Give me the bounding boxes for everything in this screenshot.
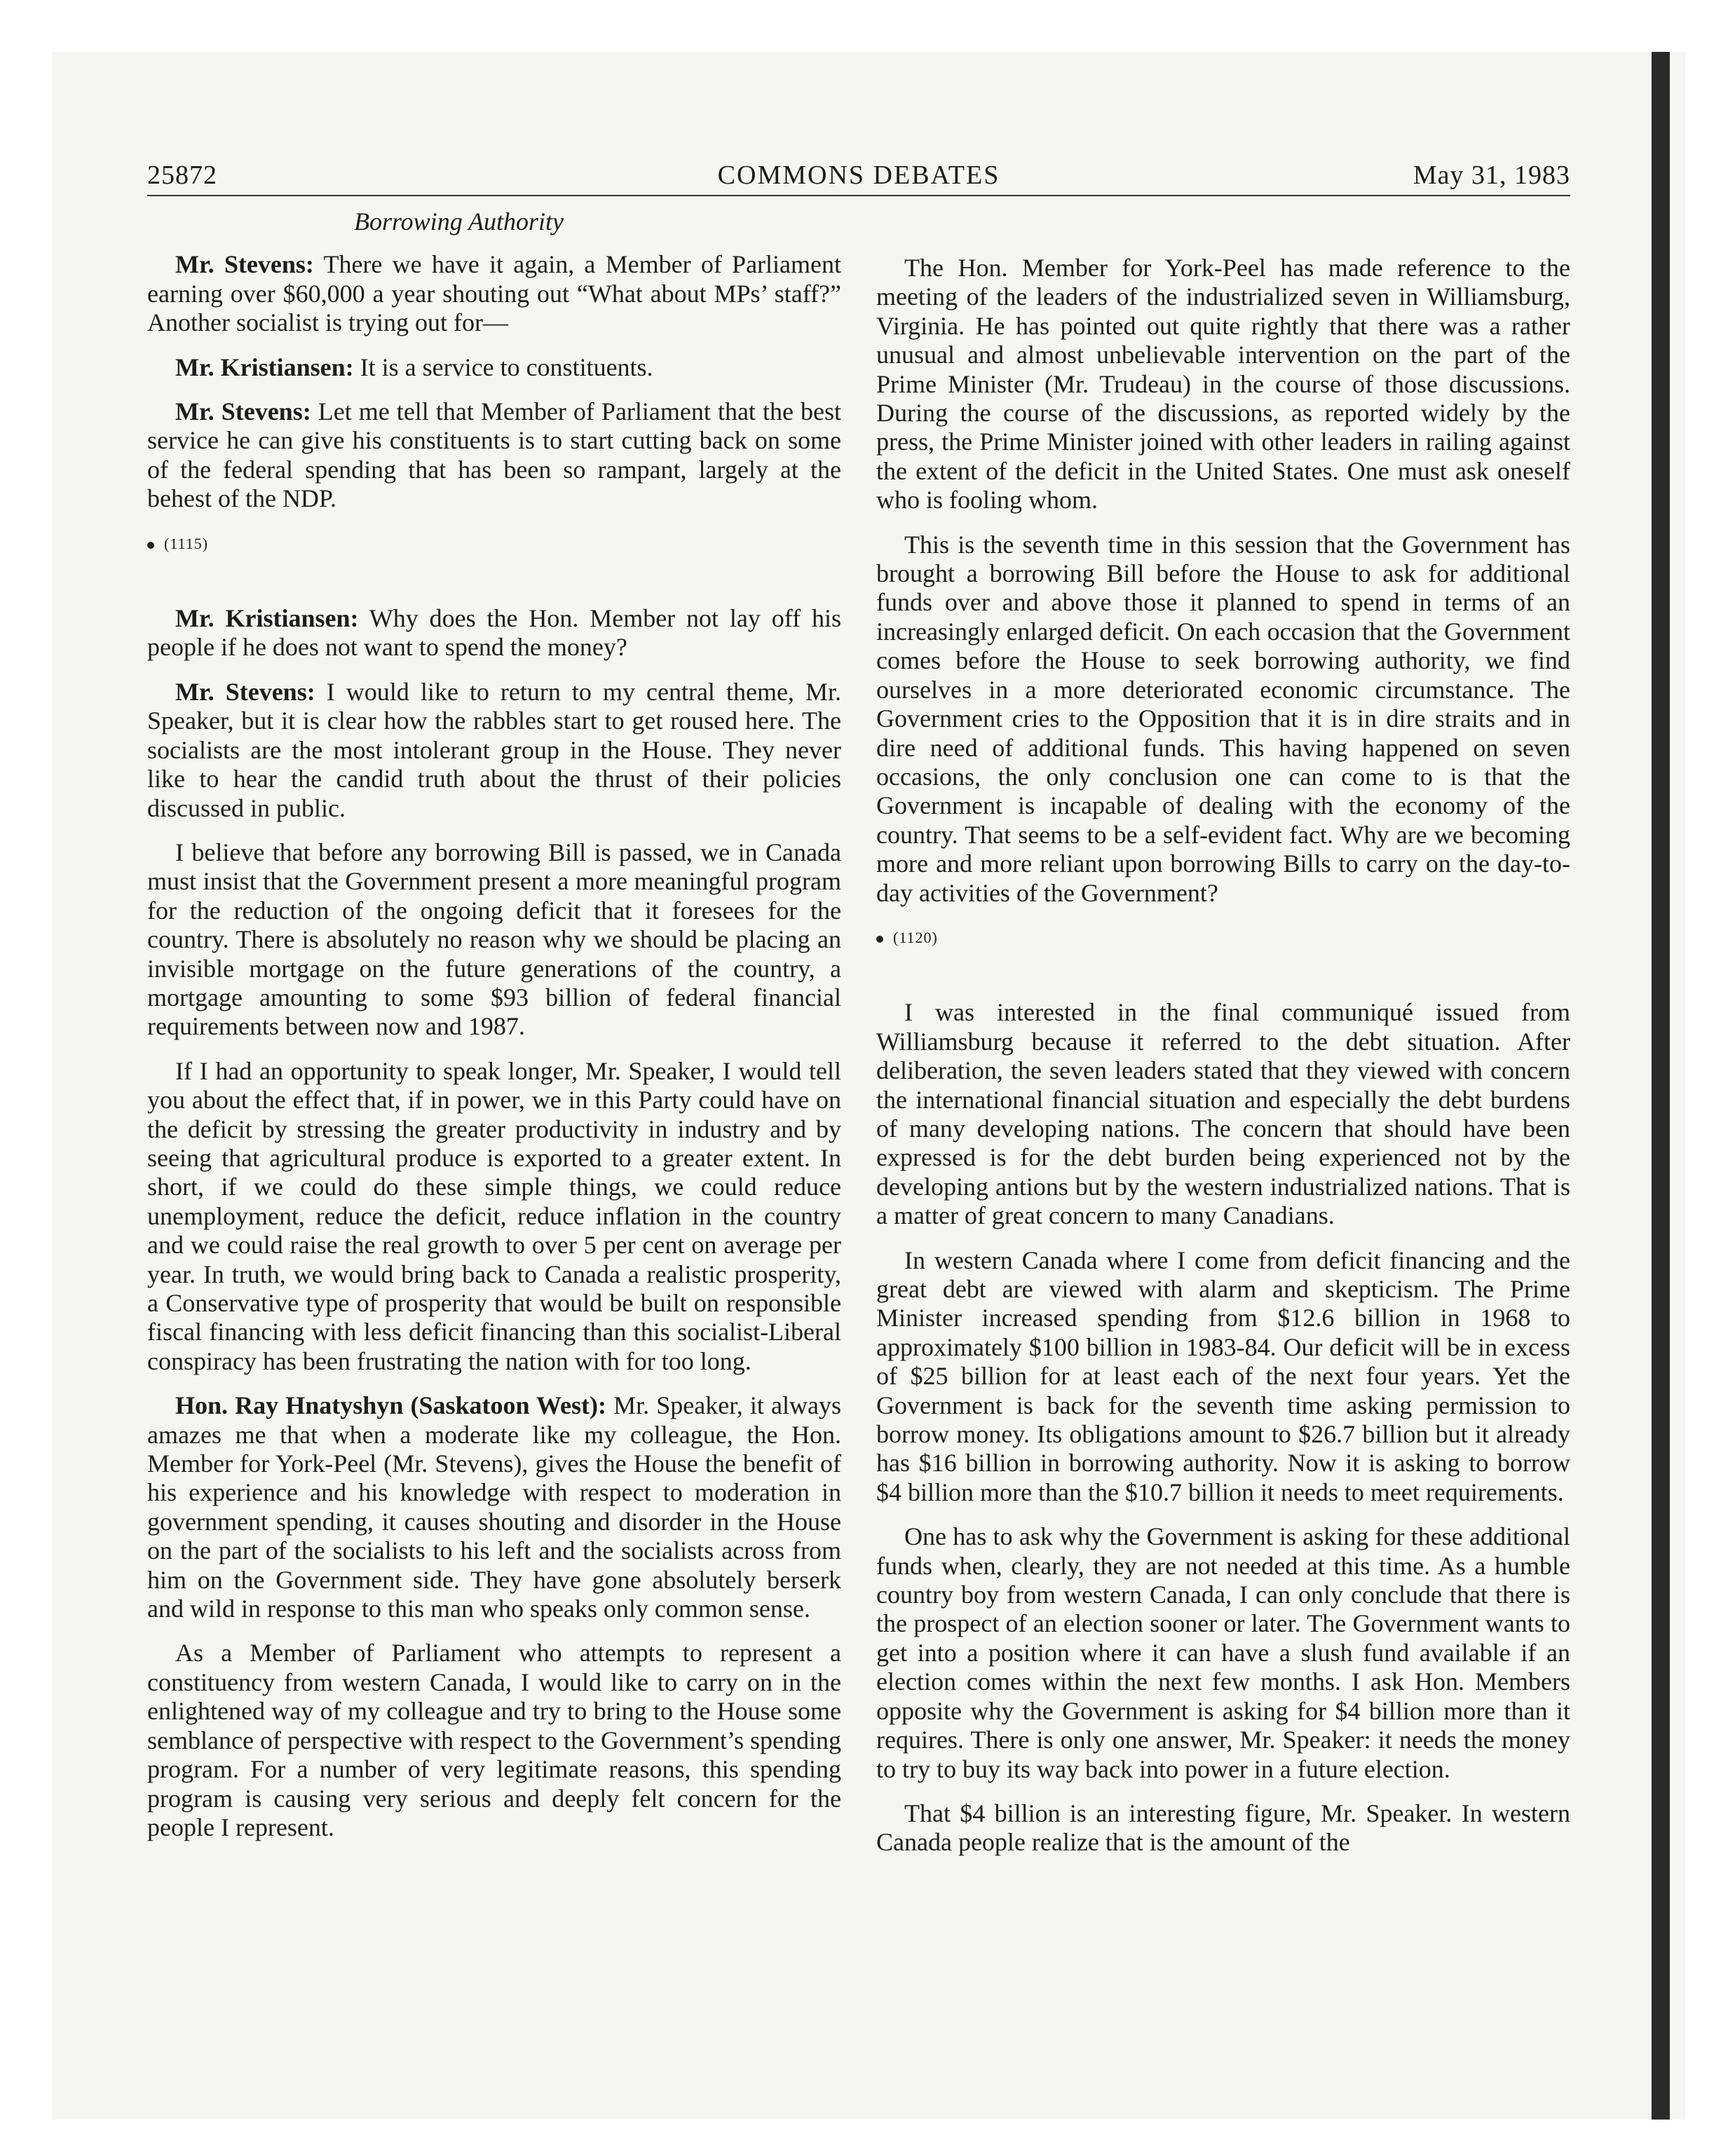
paragraph: I was interested in the final communiqué issued from Williamsburg because it referred to the debt situation. After deliberation, the seven leaders stated that they viewed with concern the international financial situation and especially the debt burdens of many developing nations. The concern that should have been expressed is for the debt burden being experienced not by the developing antions but by the western industrialized nations. That is a matter of great concern to many Canadians.: [876, 998, 1570, 1230]
paragraph: [147, 1391, 841, 1623]
speech-text: Mr. Speaker, it always amazes me that when a moderate like my colleague, the Hon. Member for York-Peel (Mr. Stevens), gives the House the benefit of his experience and his knowledge with respect to moderation in government spending, it causes shouting and disorder in the House on the part of the socialists to his left and the socialists across from him on the Government side. They have gone absolutely berserk and wild in response to this man who speaks only common sense.: [147, 1391, 841, 1623]
speech-text: I would like to return to my central theme, Mr. Speaker, but it is clear how the rabbles start to get roused here. The socialists are the most intolerant group in the House. They never like to hear the candid truth about the thrust of their policies discussed in public.: [147, 677, 841, 822]
time-marker-text: (1115): [164, 534, 209, 552]
page-number: 25872: [147, 161, 217, 190]
paragraph: [147, 250, 841, 337]
bullet-icon: [147, 542, 154, 549]
page-header: [147, 160, 1570, 196]
paragraph: That $4 billion is an interesting figure, Mr. Speaker. In western Canada people realize that is the amount of the: [876, 1799, 1570, 1857]
paragraph: As a Member of Parliament who attempts to represent a constituency from western Canada, I would like to carry on in the enlightened way of my colleague and try to bring to the House some semblance of perspective with respect to the Government’s spending program. For a number of very legitimate reasons, this spending program is causing very serious and deeply felt concern for the people I represent.: [147, 1639, 841, 1841]
paragraph: If I had an opportunity to speak longer, Mr. Speaker, I would tell you about the effect that, if in power, we in this Party could have on the deficit by stressing the greater productivity in industry and by seeing that agricultural produce is exported to a greater extent. In short, if we could do these simple things, we could reduce unemployment, reduce the deficit, reduce inflation in the country and we could raise the real growth to over 5 per cent on average per year. In truth, we would bring back to Canada a realistic prosperity, a Conservative type of prosperity that would be built on responsible fiscal financing with less deficit financing than this socialist-Liberal conspiracy has been frustrating the nation with for too long.: [147, 1056, 841, 1375]
paragraph: [147, 353, 841, 382]
paragraph: The Hon. Member for York-Peel has made reference to the meeting of the leaders of the industrialized seven in Williamsburg, Virginia. He has pointed out quite rightly that there was a rather unusual and almost unbelievable intervention on the part of the Prime Minister (Mr. Trudeau) in the course of those discussions. During the course of the discussions, as reported widely by the press, the Prime Minister joined with other leaders in railing against the extent of the deficit in the United States. One must ask oneself who is fooling whom.: [876, 254, 1570, 514]
speaker-name: Mr. Stevens:: [175, 397, 311, 426]
speech-text: It is a service to constituents.: [353, 353, 653, 381]
time-marker-text: (1120): [893, 928, 938, 946]
paragraph: [147, 604, 841, 662]
page-date: May 31, 1983: [1413, 161, 1570, 190]
paragraph: I believe that before any borrowing Bill is passed, we in Canada must insist that the Government present a more meaningful program for the reduction of the ongoing deficit that it foresees for the country. There is absolutely no reason why we should be placing an invisible mortgage on the future generations of the country, a mortgage amounting to some $93 billion of federal financial requirements between now and 1987.: [147, 838, 841, 1041]
bullet-icon: [876, 936, 883, 943]
left-column: [147, 207, 841, 1857]
speech-text: There we have it again, a Member of Parliament earning over $60,000 a year shouting out “What about MPs’ staff?” Another socialist is trying out for—: [147, 250, 842, 337]
paragraph: One has to ask why the Government is asking for these additional funds when, clearly, they are not needed at this time. As a humble country boy from western Canada, I can only conclude that there is the prospect of an election sooner or later. The Government wants to get into a position where it can have a slush fund available if an election comes within the next few months. I ask Hon. Members opposite why the Government is asking for $4 billion more than it requires. There is only one answer, Mr. Speaker: it needs the money to try to buy its way back into power in a future election.: [876, 1522, 1570, 1783]
speaker-name: Mr. Stevens:: [175, 677, 315, 706]
speaker-name: Mr. Stevens:: [175, 250, 314, 279]
speaker-name: Mr. Kristiansen:: [175, 604, 359, 633]
time-marker: [876, 923, 1570, 952]
paragraph: [147, 397, 841, 514]
paragraph: [147, 678, 841, 823]
page-edge-shadow: [1652, 52, 1670, 2120]
time-marker: [147, 529, 841, 558]
speaker-name: Hon. Ray Hnatyshyn (Saskatoon West):: [175, 1391, 606, 1420]
speech-text: Why does the Hon. Member not lay off his people if he does not want to spend the money?: [147, 604, 841, 662]
speaker-name: Mr. Kristiansen:: [175, 353, 354, 381]
right-column: [876, 254, 1570, 1873]
section-title: Borrowing Authority: [354, 207, 564, 236]
speech-text: Let me tell that Member of Parliament that the best service he can give his constituents is to start cutting back on some of the federal spending that has been so rampant, largely at the behest of the NDP.: [147, 397, 841, 513]
publication-title: COMMONS DEBATES: [717, 161, 1000, 190]
paragraph: This is the seventh time in this session that the Government has brought a borrowing Bill before the House to ask for additional funds over and above those it planned to spend in terms of an increasingly enlarged deficit. On each occasion that the Government comes before the House to seek borrowing authority, we find ourselves in a more deteriorated economic circumstance. The Government cries to the Opposition that it is in dire straits and in dire need of additional funds. This having happened on seven occasions, the only conclusion one can come to is that the Government is incapable of dealing with the economy of the country. That seems to be a self-evident fact. Why are we becoming more and more reliant upon borrowing Bills to carry on the day-to-day activities of the Government?: [876, 530, 1570, 907]
paragraph: In western Canada where I come from deficit financing and the great debt are viewed with alarm and skepticism. The Prime Minister increased spending from $12.6 billion in 1968 to approximately $100 billion in 1983-84. Our deficit will be in excess of $25 billion for at least each of the next four years. Yet the Government is back for the seventh time asking permission to borrow money. Its obligations amount to $26.7 billion but it already has $16 billion in borrowing authority. Now it is asking to borrow $4 billion more than the $10.7 billion it needs to meet requirements.: [876, 1246, 1570, 1506]
